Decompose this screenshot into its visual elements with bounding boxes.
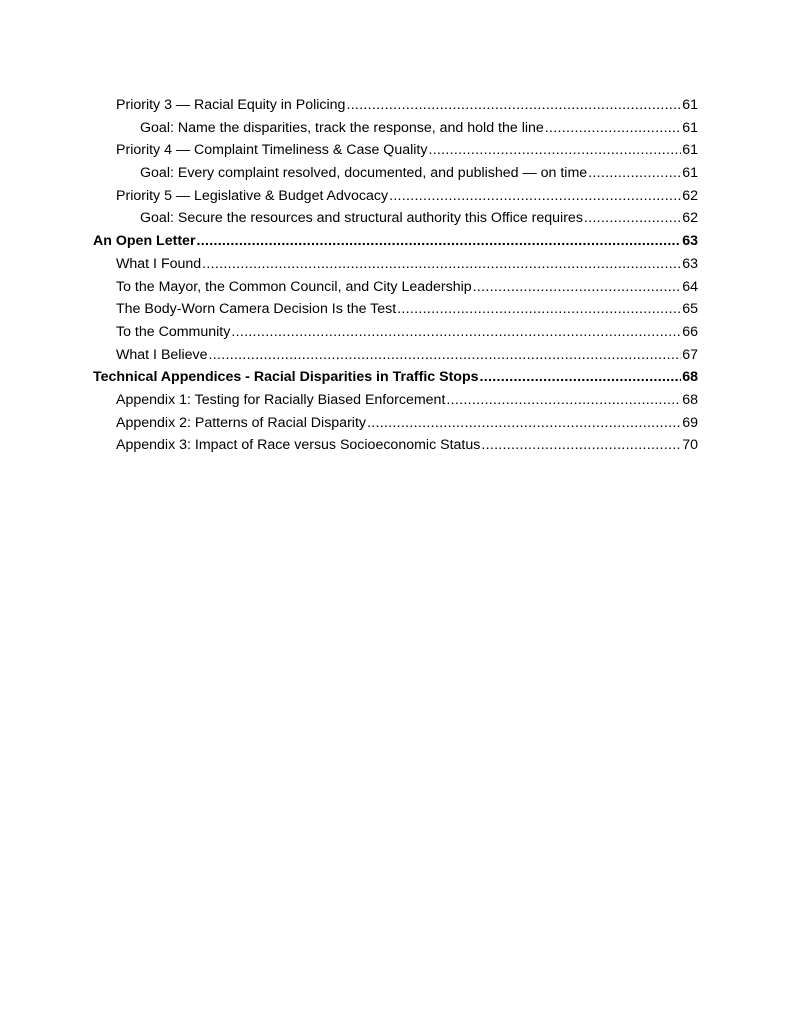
toc-entry-title: Appendix 3: Impact of Race versus Socioeconomic Status (116, 437, 481, 454)
table-of-contents (93, 94, 698, 457)
toc-entry[interactable] (93, 412, 698, 435)
toc-entry[interactable] (93, 344, 698, 367)
toc-entry-title: An Open Letter (93, 233, 196, 250)
toc-dot-leader (389, 185, 681, 208)
toc-entry-title: Technical Appendices - Racial Disparities in Traffic Stops (93, 369, 479, 386)
toc-entry-title: Priority 5 — Legislative & Budget Advocacy (116, 187, 389, 204)
toc-page-number: 62 (682, 187, 698, 204)
toc-dot-leader (208, 344, 681, 367)
toc-page-number: 61 (682, 97, 698, 113)
toc-entry-title: Priority 4 — Complaint Timeliness & Case Quality (116, 142, 428, 159)
toc-page-number: 61 (682, 165, 698, 182)
toc-dot-leader (473, 276, 682, 299)
toc-page-number: 68 (682, 391, 698, 408)
toc-dot-leader (231, 321, 681, 344)
toc-dot-leader (202, 253, 681, 276)
toc-entry[interactable] (93, 162, 698, 185)
toc-dot-leader (588, 162, 681, 185)
toc-page-number: 70 (682, 437, 698, 454)
toc-dot-leader (346, 94, 681, 117)
toc-entry[interactable] (93, 253, 698, 276)
toc-entry-title: To the Community (116, 323, 231, 340)
toc-entry[interactable] (93, 94, 698, 117)
toc-entry[interactable] (93, 185, 698, 208)
toc-entry-title: What I Believe (116, 346, 208, 363)
toc-dot-leader (428, 139, 681, 162)
toc-page-number: 64 (682, 278, 698, 295)
toc-entry[interactable] (93, 434, 698, 457)
toc-dot-leader (397, 298, 681, 321)
toc-entry-title: Appendix 2: Patterns of Racial Disparity (116, 414, 366, 431)
toc-entry-title: What I Found (116, 255, 202, 272)
toc-entry[interactable] (93, 117, 698, 140)
toc-page-number: 61 (682, 119, 698, 136)
toc-entry-title: Goal: Every complaint resolved, documented, and published — on time (140, 165, 588, 182)
toc-entry-title: The Body-Worn Camera Decision Is the Test (116, 301, 397, 318)
toc-dot-leader (196, 230, 681, 253)
toc-dot-leader (367, 412, 681, 435)
toc-dot-leader (480, 366, 682, 389)
toc-dot-leader (446, 389, 681, 412)
toc-dot-leader (584, 207, 681, 230)
toc-dot-leader (545, 117, 681, 140)
toc-entry-title: Appendix 1: Testing for Racially Biased Enforcement (116, 391, 446, 408)
toc-page-number: 67 (682, 346, 698, 363)
toc-page-number: 62 (682, 210, 698, 227)
toc-entry[interactable] (93, 207, 698, 230)
toc-page-number: 69 (682, 414, 698, 431)
toc-page-number: 63 (682, 233, 698, 250)
toc-page-number: 63 (682, 255, 698, 272)
toc-entry-title: To the Mayor, the Common Council, and City Leadership (116, 278, 472, 295)
toc-page-number: 66 (682, 323, 698, 340)
toc-entry[interactable] (93, 321, 698, 344)
toc-page-number: 65 (682, 301, 698, 318)
toc-entry-title: Priority 3 — Racial Equity in Policing (116, 97, 346, 113)
toc-entry[interactable] (93, 389, 698, 412)
toc-dot-leader (481, 434, 681, 457)
toc-page-number: 61 (682, 142, 698, 159)
toc-entry-title: Goal: Name the disparities, track the response, and hold the line (140, 119, 544, 136)
toc-entry[interactable] (93, 366, 698, 389)
toc-entry[interactable] (93, 230, 698, 253)
toc-entry[interactable] (93, 276, 698, 299)
toc-page-number: 68 (682, 369, 698, 386)
toc-entry[interactable] (93, 139, 698, 162)
toc-entry-title: Goal: Secure the resources and structural authority this Office requires (140, 210, 583, 227)
toc-entry[interactable] (93, 298, 698, 321)
